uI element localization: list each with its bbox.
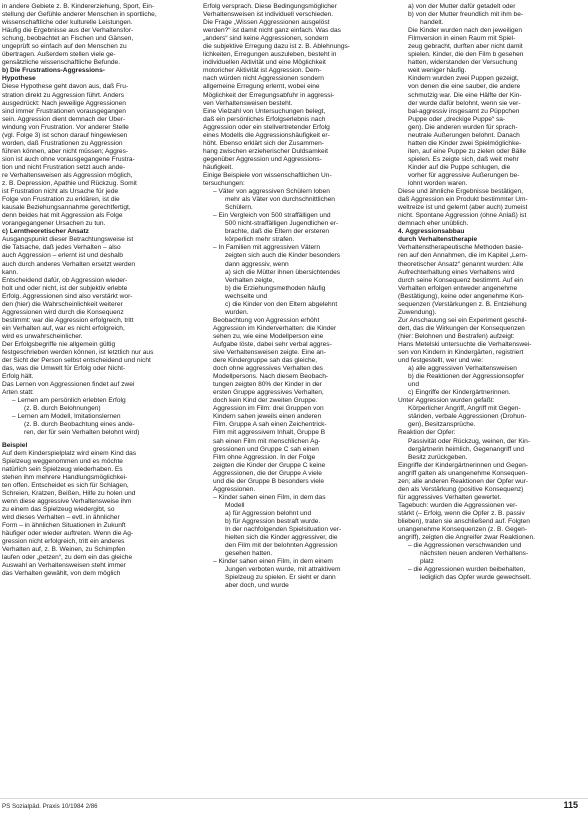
page-number: 115: [563, 800, 578, 810]
text-line: schmutzig war. Die eine Hälfte der Kin-: [408, 91, 522, 99]
text-line: „anders“ sind keine Aggressionen, sondern: [203, 35, 329, 43]
text-line: Der Erfolgsbegriffe nie allgemein gültig: [2, 340, 116, 348]
text-line: Verhalten zeigte,: [225, 276, 275, 284]
text-line: Folge von Frustration zu erklären, ist die: [2, 196, 120, 204]
text-line: Arten statt:: [2, 389, 34, 397]
text-line: Jungen verboten wurde, mit attraktivem: [225, 566, 341, 574]
text-line: b) die Reaktionen der Aggressionsopfer: [408, 373, 524, 381]
text-line: weltreize ist und gelernt (aber auch) zumeist: [398, 204, 528, 212]
text-line: ersten Gruppe aggressives Verhalten,: [213, 389, 324, 397]
text-line: Ausgangspunkt dieser Betrachtungsweise ist: [2, 236, 134, 244]
text-line: stehen ihm mehrere Handlungsmöglichkei-: [2, 473, 128, 481]
text-line: sah einen Film mit menschlichen Ag-: [213, 437, 321, 445]
text-line: bal-aggressiv insgesamt zu Püppchen: [408, 107, 520, 115]
text-line: daß Aggression ein Produkt bestimmter Um-: [398, 196, 528, 204]
text-line: gen), Besitzansprüche.: [408, 421, 476, 429]
text-line: Aggressionen wird durch die Konsequenz: [2, 308, 124, 316]
text-line: Körperlicher Angriff, Angriff mit Gegen-: [408, 405, 521, 413]
text-line: Puppe oder „dreckige Puppe“ sa-: [408, 115, 506, 123]
text-line: angriff), zeigten die Angreifer zwar Reaktionen.: [398, 534, 535, 542]
text-line: weit weniger häufig.: [408, 67, 467, 75]
text-line: gressionen und Gruppe C sah einen: [213, 445, 319, 453]
text-column-middle: [203, 3, 386, 793]
text-line: auch durch anderes Verhalten ersetzt werden: [2, 260, 136, 268]
text-line: Einige Beispiele von wissenschaftlichen Un-: [203, 171, 332, 179]
text-line: durch seine Konsequenz bestimmt. Auf ein: [398, 276, 523, 284]
text-line: dert, das die Wirkungen der Konsequenzen: [398, 324, 525, 332]
text-line: worden, daß Frustrationen zu Aggression: [2, 139, 123, 147]
footer-rule: [0, 798, 588, 799]
text-line: kann.: [2, 268, 19, 276]
text-line: denn beides hat mit Aggression als Folge: [2, 212, 123, 220]
text-line: die Tatsache, daß jedes Verhalten – also: [2, 244, 121, 252]
text-line: Erfolg versprach. Diese Bedingungsmöglicher: [203, 3, 337, 10]
text-line: übertragen. Außerdem stellen viele ge-: [2, 51, 116, 59]
text-line: – Lernen am Modell, Imitationslernen: [12, 413, 121, 421]
text-line: Spielzeug zu spielen. Er sieht er dann: [225, 574, 336, 582]
text-line: Zur Anschauung sei ein Experiment geschil-: [398, 316, 527, 324]
text-line: stärkt (– Erfolg, wenn die Opfer z. B. passiv: [398, 509, 525, 517]
text-line: – Kinder sahen einen Film, in dem einem: [213, 558, 333, 566]
text-line: ungeprüft so einfach auf den Menschen zu: [2, 43, 127, 51]
text-line: den Film mit der belohnten Aggression: [225, 542, 338, 550]
text-line: Tagebuch: wurden die Aggressionen ver-: [398, 501, 518, 509]
text-line: wurden.: [225, 308, 249, 316]
text-line: zeigten sich auch die Kinder besonders: [225, 252, 341, 260]
text-line: der Sicht der Person selbst entscheidend und nicht: [2, 357, 151, 365]
text-line: Diese Hypothese geht davon aus, daß Fru-: [2, 83, 129, 91]
text-line: Die Kinder wurden nach den jeweiligen: [408, 27, 522, 35]
text-line: 500 nicht-straffälligen Jugendlichen er-: [225, 220, 339, 228]
text-line: Hans Metelski untersuchte die Verhaltenswei-: [398, 340, 532, 348]
text-line: den (hier) die Wahrscheinlichkeit weiterer: [2, 300, 123, 308]
text-line: dann aggressiv, wenn: [225, 260, 289, 268]
text-line: Eingriffe der Kindergärtnerinnen und Gegen-: [398, 461, 529, 469]
text-line: Das Lernen von Aggressionen findet auf zwei: [2, 381, 135, 389]
text-line: gesehen hatten.: [225, 550, 273, 558]
text-line: tion und nicht Frustration setzt auch ande-: [2, 163, 126, 171]
text-line: und festgestellt, wer und wie:: [398, 357, 484, 365]
text-line: körperlich mehr strafen.: [225, 236, 295, 244]
text-line: Kindern wurden zwei Puppen gezeigt,: [408, 75, 519, 83]
text-line: von denen die eine sauber, die andere: [408, 83, 521, 91]
text-line: re Verhaltensweisen als Aggression möglich,: [2, 171, 133, 179]
section-heading: c) Lerntheoretischer Ansatz: [2, 228, 89, 236]
text-line: Passivität oder Rückzug, weinen, der Kin-: [408, 437, 531, 445]
text-column-right: [398, 3, 582, 793]
text-line: demnach eher unüblich.: [398, 220, 469, 228]
text-line: ren auf den Annahmen, die im Kapitel „Lern-: [398, 252, 528, 260]
text-line: doch kein Kind der zweiten Gruppe.: [213, 397, 318, 405]
text-line: Zuwendung).: [398, 308, 437, 316]
text-line: Aufgabe löste, dabei sehr verbal aggres-: [213, 340, 332, 348]
text-column-left: [2, 3, 188, 788]
text-line: dere Kindergruppe sah das gleiche,: [213, 357, 318, 365]
text-line: daß ein persönliches Erfolgserlebnis nach: [203, 115, 326, 123]
text-line: sion ist auch ohne vorausgegangene Frustra-: [2, 155, 135, 163]
text-line: Verhaltenstherapeutische Methoden basie-: [398, 244, 524, 252]
text-line: festgeschrieben werden können, ist letztlich nur aus: [2, 349, 154, 357]
text-line: handelt.: [420, 19, 444, 27]
text-line: Film mit aggressivem Inhalt, Gruppe B: [213, 429, 326, 437]
text-line: werden?“ ist damit nicht ganz einfach. Was das: [203, 27, 341, 35]
text-line: (vgl. Folge 3) ist schon darauf hingewiesen: [2, 131, 128, 139]
text-line: laufen oder „petzen“, zu dem ein das gleiche: [2, 554, 133, 562]
text-line: ein Verhalten auf, war es nicht erfolgreich,: [2, 324, 125, 332]
text-line: häufiger oder wieder auftreten. Wenn die Ag-: [2, 530, 134, 538]
text-line: sind immer Frustrationen vorausgegangen: [2, 107, 126, 115]
text-line: Entscheidend dafür, ob Aggression wieder-: [2, 276, 128, 284]
text-line: die subjektive Erregung dazu ist z. B. Ablehnungs-: [203, 43, 350, 51]
text-line: hatten die Kinder zwei Spielmöglichke-: [408, 139, 522, 147]
text-line: lichkeiten, Erregungen auszuleben, besteht in: [203, 51, 337, 59]
text-line: Kinder auf die Puppe schlugen, die: [408, 163, 511, 171]
text-line: – Väter von aggressiven Schülern loben: [213, 188, 330, 196]
text-line: Aggression im Kinderverhalten: die Kinder: [213, 324, 337, 332]
text-line: Auswahl an Verhaltensweisen steht immer: [2, 562, 126, 570]
text-line: wechselte und: [225, 292, 268, 300]
text-line: bestimmt: war die Aggression erfolgreich, tritt: [2, 316, 134, 324]
text-line: sive Verhaltensweisen zeigte. Eine an-: [213, 349, 326, 357]
text-line: ausgedrückt: Nach jeweilige Aggressionen: [2, 99, 126, 107]
text-line: sein. Aggression dient demnach der Über-: [2, 115, 126, 123]
text-line: spielen. Kinder, die den Film b gesehen: [408, 51, 524, 59]
text-line: vorher für aggressive Äußerungen be-: [408, 171, 520, 179]
text-line: Filmversion in einen Raum mit Spiel-: [408, 35, 516, 43]
text-line: unangenehme Konsequenzen (z. B. Gegen-: [398, 526, 528, 534]
section-heading: Beispiel: [2, 441, 28, 449]
text-line: nächsten neuen anderen Verhaltens-: [420, 550, 529, 558]
text-line: zen; alle anderen Reaktionen der Opfer wur-: [398, 477, 529, 485]
text-line: c) Eingriffe der Kindergärtnerinnen.: [408, 389, 511, 397]
text-line: zu einem das Spielzeug wiedergibt, so: [2, 505, 115, 513]
text-line: sen von Kindern in Kindergärten, registriert: [398, 349, 524, 357]
text-line: Verhaltensweisen ist individuell verschieden.: [203, 11, 334, 19]
text-line: den als Verstärkung (positive Konsequenz): [398, 485, 524, 493]
text-line: individuellen Aktivität und eine Möglichkeit: [203, 59, 326, 67]
footer-journal: PS Sozialpäd. Praxis 10/1984 2/86: [2, 803, 98, 810]
text-line: sequenzen (Verstärkungen z. B. Entziehung: [398, 300, 527, 308]
text-line: Verhalten erfolgen entweder angenehme: [398, 284, 518, 292]
text-line: schung, beobachtet an Fischen und Gänsen,: [2, 35, 134, 43]
text-line: Häufig die Ergebnisse aus der Verhaltensfor-: [2, 27, 134, 35]
text-line: das, was die Umwelt für Erfolg oder Nicht-: [2, 365, 126, 373]
text-line: c) die Kinder von den Eltern abgelehnt: [225, 300, 338, 308]
text-line: (Bestätigung), keine oder angenehme Kon-: [398, 292, 525, 300]
text-line: platz: [420, 558, 434, 566]
text-line: gensätzliche wissenschaftliche Befunde.: [2, 59, 121, 67]
text-line: dergärtnerin heimlich, Gegenangriff und: [408, 445, 525, 453]
text-line: zeug gebracht, durften aber nicht damit: [408, 43, 523, 51]
text-line: Unter Aggression wurden gefaßt:: [398, 397, 495, 405]
text-line: gression nicht erfolgreich, tritt ein anderes: [2, 538, 125, 546]
text-line: blieben), traten sie anschließend auf. Folgten: [398, 518, 530, 525]
text-line: hatten, widerstanden der Versuchung: [408, 59, 518, 67]
text-line: In der nachfolgenden Spielsituation ver-: [225, 526, 342, 534]
text-line: führen können, aber nicht müssen; Aggres-: [2, 147, 129, 155]
text-line: Erfolg. Aggressionen sind also verstärkt wor-: [2, 292, 133, 300]
text-line: ven Verhaltensweisen besteht.: [203, 99, 293, 107]
text-line: in andere Gebiete z. B. Kindererziehung, Sport, Ein-: [2, 3, 155, 10]
text-line: wird es unwahrscheinlicher.: [2, 332, 83, 340]
text-line: a) für Aggression belohnt und: [225, 509, 312, 517]
text-line: lohnt worden waren.: [408, 180, 468, 188]
text-line: stration direkt zu Aggression führt. Anders: [2, 91, 125, 99]
text-line: neutrale Äußerungen belohnt. Danach: [408, 131, 520, 139]
text-line: nach würden nicht Aggressionen sondern: [203, 75, 324, 83]
text-line: Eine Vielzahl von Untersuchungen belegt,: [203, 107, 326, 115]
text-line: Aggressionen, die der Gruppe A viele: [213, 469, 322, 477]
text-line: Die Frage „Wissen Aggressionen ausgelöst: [203, 19, 330, 27]
text-line: auch Aggression – erlernt ist und deshalb: [2, 252, 123, 260]
section-heading: Hypothese: [2, 75, 36, 83]
text-line: doch ohne aggressives Verhalten des: [213, 365, 323, 373]
section-heading: 4. Aggressionsabbau: [398, 228, 465, 236]
text-line: – Ein Vergleich von 500 straffälligen und: [213, 212, 331, 220]
text-line: b) für Aggression bestraft wurde.: [225, 518, 321, 525]
text-line: allgemeine Erregung erlernt, wobei eine: [203, 83, 320, 91]
text-line: theoretischer Ansatz“ genannt wurden: Alle: [398, 260, 524, 268]
text-line: hang zwischen erzieherischer Duldsamkeit: [203, 147, 328, 155]
section-heading: durch Verhaltenstherapie: [398, 236, 478, 244]
text-line: ist Frustration nicht als Ursache für jede: [2, 188, 119, 196]
text-line: Möglichkeit der Erregungsabfuhr in aggressi-: [203, 91, 335, 99]
text-line: kausale Beziehungsannahme gerechtfertigt,: [2, 204, 131, 212]
text-line: z. B. Depression, Apathie und Rückzug. Somit: [2, 180, 137, 188]
text-line: – die Aggressionen verschwanden und: [408, 542, 522, 550]
text-line: Spielzeug weggenommen und es möchte: [2, 457, 123, 465]
text-line: spielen. Es zeigte sich, daß weit mehr: [408, 155, 519, 163]
text-line: der wurde dafür belohnt, wenn sie ver-: [408, 99, 521, 107]
text-line: – Lernen am persönlich erlebten Erfolg: [12, 397, 126, 405]
text-line: (hier: Belohnen und Bestrafen) aufzeigt:: [398, 332, 515, 340]
text-line: Verhalten auf, z. B. Weinen, zu Schimpfen: [2, 546, 126, 554]
text-line: für aggressives Verhalten gewertet.: [398, 493, 502, 501]
text-line: eines Modells die Aggressionshäufigkeit er-: [203, 131, 330, 139]
text-line: tersuchungen:: [203, 180, 245, 188]
text-line: Modell: [225, 501, 245, 509]
section-heading: b) Die Frustrations-Aggressions-: [2, 67, 105, 75]
text-line: tungen zeigten 80% der Kinder in der: [213, 381, 322, 389]
text-line: motoricher Aktivität ist Aggression. Dem-: [203, 67, 322, 75]
text-line: stellung der Gefühle anderer Menschen in sportliche,: [2, 11, 157, 19]
text-line: Auf dem Kinderspielplatz wird einem Kind das: [2, 449, 137, 457]
text-line: höht. Ebenso erklärt sich der Zusammen-: [203, 139, 324, 147]
text-line: a) von der Mutter dafür getadelt oder: [408, 3, 516, 10]
text-line: Form – in ähnlichen Situationen in Zukunft: [2, 522, 126, 529]
text-line: häufigkeit.: [203, 163, 234, 171]
text-line: Diese und ähnliche Ergebnisse bestätigen,: [398, 188, 523, 196]
text-line: wird dieses Verhalten – evtl. in ähnlicher: [2, 513, 120, 521]
text-line: Aggression im Film: drei Gruppen von: [213, 405, 324, 413]
text-line: ten offen. Entscheidet es sich für Schlagen,: [2, 481, 129, 489]
text-line: Film ohne Aggression. In der Folge: [213, 453, 316, 461]
text-line: Modellpersons. Nach diesem Beobach-: [213, 373, 329, 381]
text-line: aber doch, und wurde: [225, 582, 289, 590]
text-line: vorangegangener Ursachen zu tun.: [2, 220, 106, 228]
text-line: holt und oder nicht, ist der subjektiv erlebte: [2, 284, 128, 292]
text-line: angriff galten als unangenehme Konsequen-: [398, 469, 528, 477]
text-line: b) von der Mutter freundlich mit ihm be-: [408, 11, 524, 19]
text-line: Schreien, Kratzen, Beißen, Hilfe zu holen und: [2, 489, 136, 497]
text-line: zeigten die Kinder der Gruppe C keine: [213, 461, 326, 469]
text-line: (z. B. durch Belohnungen): [24, 405, 101, 413]
text-line: (z. B. durch Beobachtung eines ande-: [24, 421, 135, 429]
text-line: das Verhalten gewählt, von dem möglich: [2, 570, 121, 578]
text-line: ren, der für sein Verhalten belohnt wird): [24, 429, 140, 437]
text-line: Aufrechterhaltung eines Verhaltens wird: [398, 268, 515, 276]
text-line: gen). Die anderen wurden für sprach-: [408, 123, 518, 131]
text-line: nicht. Spontane Aggression (ohne Anlaß) ist: [398, 212, 527, 220]
text-line: mehr als Väter von durchschnittlichen: [225, 196, 335, 204]
text-line: Besitz zurückgeben.: [408, 453, 468, 461]
text-line: sehen zu, wie eine Modellperson eine: [213, 332, 324, 340]
text-line: Aggression oder ein stellvertretender Erfolg: [203, 123, 330, 131]
text-line: ständen, verbale Aggressionen (Drohun-: [408, 413, 527, 421]
text-line: a) sich die Mütter ihnen übersichtendes: [225, 268, 341, 276]
text-line: wissenschaftliche oder kulturelle Leistungen.: [2, 19, 133, 27]
text-line: hielten sich die Kinder aggressiver, die: [225, 534, 338, 542]
text-line: – Kinder sahen einen Film, in dem das: [213, 493, 326, 501]
text-line: lediglich das Opfer wurde gewechselt.: [420, 574, 532, 582]
text-line: Reaktion der Opfer:: [398, 429, 456, 437]
text-line: – In Familien mit aggressiven Vätern: [213, 244, 321, 252]
text-line: iten, auf eine Puppe zu zielen oder Bälle: [408, 147, 527, 155]
text-line: a) alle aggressiven Verhaltensweisen: [408, 365, 517, 373]
text-line: Aggressionen.: [213, 485, 256, 493]
text-line: Erfolg hält.: [2, 373, 34, 381]
text-line: und die der Gruppe B besonders viele: [213, 477, 325, 485]
text-line: windung von Frustration. Vor anderer Stelle: [2, 123, 129, 131]
text-line: Kindern sahen jeweils einen anderen: [213, 413, 322, 421]
text-line: Schülern.: [225, 204, 253, 212]
text-line: b) die Erziehungsmethoden häufig: [225, 284, 326, 292]
text-line: gegenüber Aggression und Aggressions-: [203, 155, 322, 163]
text-line: Film. Gruppe A sah einen Zeichentrick-: [213, 421, 327, 429]
text-line: und: [408, 381, 420, 389]
text-line: Beobachtung von Aggression erhöht: [213, 316, 320, 324]
text-line: – die Aggressionen wurden beibehalten,: [408, 566, 526, 574]
text-line: brachte, daß die Eltern der ersteren: [225, 228, 330, 236]
text-line: natürlich sein Spielzeug wiederhaben. Es: [2, 465, 123, 473]
text-line: wenn diese aggressive Verhaltensweise ihm: [2, 497, 132, 505]
